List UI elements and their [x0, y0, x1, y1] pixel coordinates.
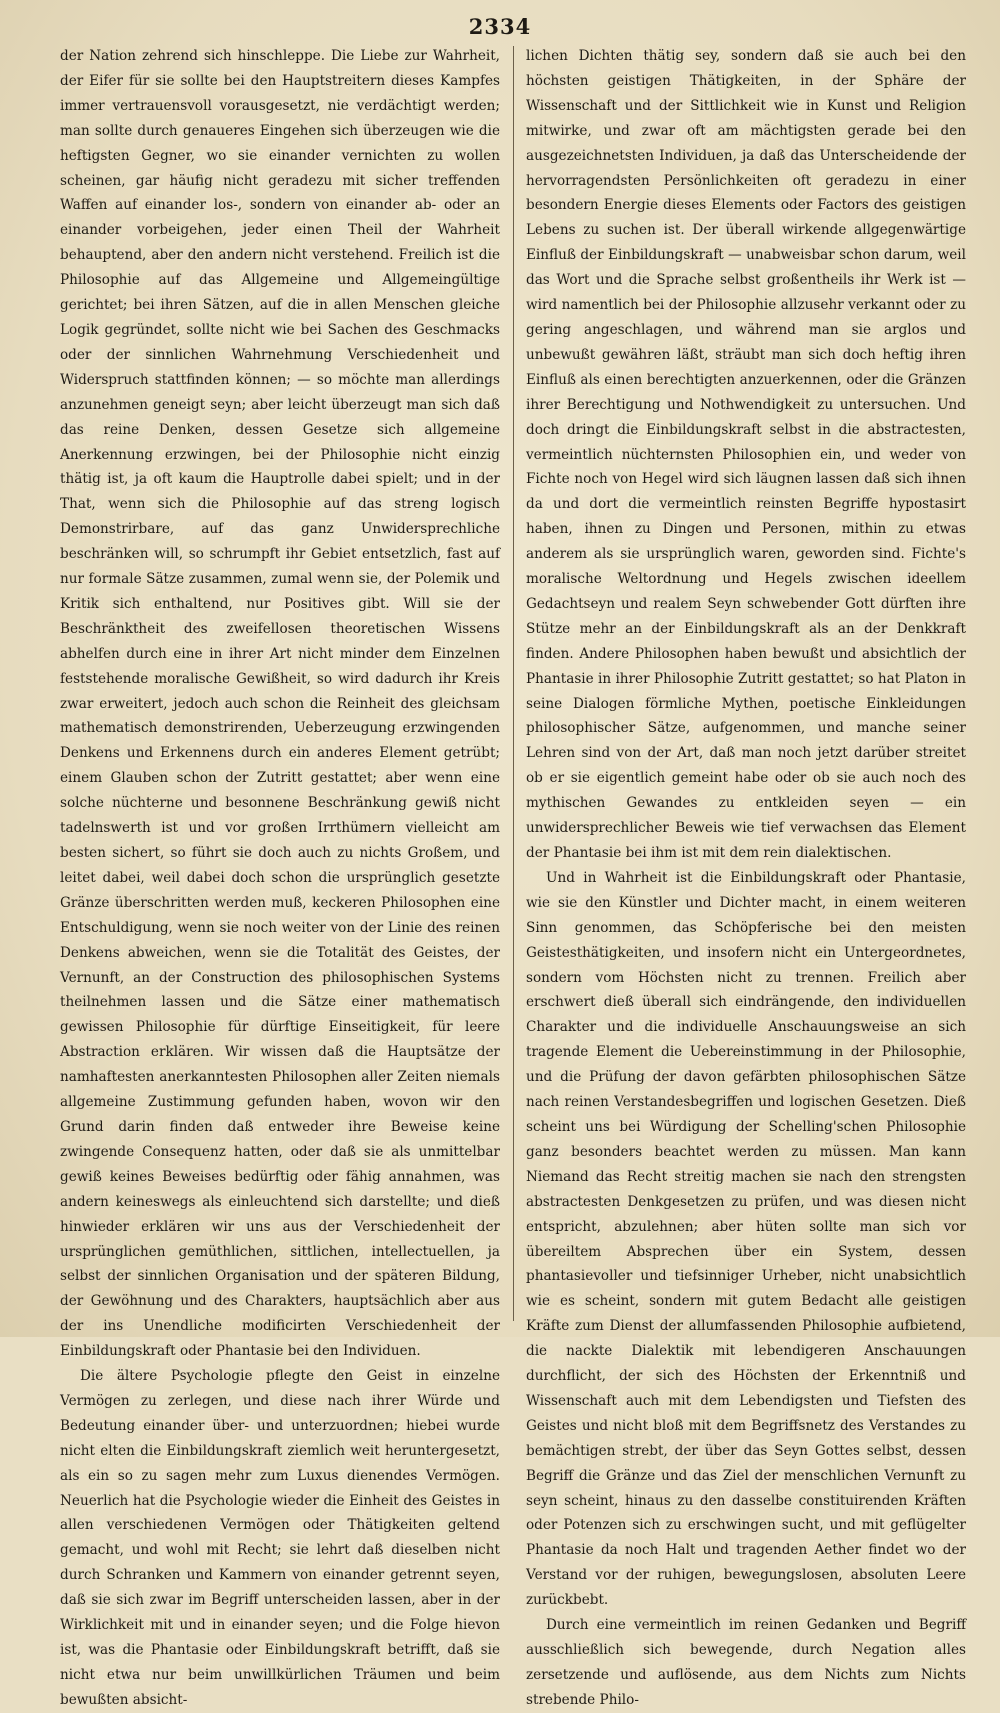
paragraph: Durch eine vermeintlich im reinen Gedanken und Begriff ausschließlich sich bewegende, durch Negation alles zersetzende und auflösende, aus dem Nichts zum Nichts strebende Philo-	[526, 1617, 966, 1708]
column-divider	[513, 46, 514, 1321]
paragraph: lichen Dichten thätig sey, sondern daß sie auch bei den höchsten geistigen Thätigkeiten, in der Sphäre der Wissenschaft und der Sittlichkeit wie in Kunst und Religion mitwirke, und zwar oft am mächtigsten gerade bei den ausgezeichnetsten Individuen, ja daß das Unterscheidende der hervorragendsten Persönlichkeiten oft geradezu in einer besondern Energie dieses Elements oder Factors des geistigen Lebens zu suchen ist. Der überall wirkende allgegenwärtige Einfluß der Einbildungskraft — unabweisbar schon darum, weil das Wort und die Sprache selbst großentheils ihr Werk ist — wird namentlich bei der Philosophie allzusehr verkannt oder zu gering angeschlagen, und während man sie arglos und unbewußt gewähren läßt, sträubt man sich doch heftig ihren Einfluß als einen berechtigten anzuerkennen, oder die Gränzen ihrer Berechtigung und Nothwendigkeit zu untersuchen. Und doch dringt die Einbildungskraft selbst in die abstractesten, vermeintlich nüchternsten Philosophien ein, und weder von Fichte noch von Hegel wird sich läugnen lassen daß sich ihnen da und dort die vermeintlich reinsten Begriffe hypostasirt haben, ihnen zu Dingen und Personen, mithin zu etwas anderem als sie ursprünglich waren, geworden sind. Fichte's moralische Weltordnung und Hegels zwischen ideellem Gedachtseyn und realem Seyn schwebender Gott dürften ihre Stütze mehr an der Einbildungskraft als an der Denkkraft finden. Andere Philosophen haben bewußt und absichtlich der Phantasie in ihrer Philosophie Zutritt gestattet; so hat Platon in seine Dialogen förmliche Mythen, poetische Einkleidungen philosophischer Sätze, aufgenommen, und manche seiner Lehren sind von der Art, daß man noch jetzt darüber streitet ob er sie eigentlich gemeint habe oder ob sie auch noch des mythischen Gewandes zu entkleiden seyen — ein unwidersprechlicher Beweis wie tief verwachsen das Element der Phantasie bei ihm ist mit dem rein dialektischen.	[526, 48, 966, 861]
right-column	[526, 44, 966, 1708]
paragraph: Die ältere Psychologie pflegte den Geist in einzelne Vermögen zu zerlegen, und diese nach ihrer Würde und Bedeutung einander über- und unterzuordnen; hiebei wurde nicht elten die Einbildungskraft ziemlich weit heruntergesetzt, als ein so zu sagen mehr zum Luxus dienendes Vermögen. Neuerlich hat die Psychologie wieder die Einheit des Geistes in allen verschiedenen Vermögen oder Thätigkeiten geltend gemacht, und wohl mit Recht; sie lehrt daß dieselben nicht durch Schranken und Kammern von einander getrennt seyen, daß sie sich zwar im Begriff unterscheiden lassen, aber in der Wirklichkeit mit und in einander seyen; und die Folge hievon ist, was die Phantasie oder Einbildungskraft betrifft, daß sie nicht etwa nur beim unwillkürlichen Träumen und beim bewußten absicht-	[60, 1368, 500, 1708]
left-column	[60, 44, 500, 1708]
paragraph: der Nation zehrend sich hinschleppe. Die Liebe zur Wahrheit, der Eifer für sie sollte bei den Hauptstreitern dieses Kampfes immer vertrauensvoll vorausgesetzt, nie verdächtigt werden; man sollte durch genaueres Eingehen sich überzeugen wie die heftigsten Gegner, wo sie einander vernichten zu wollen scheinen, gar häufig nicht geradezu mit sicher treffenden Waffen auf einander los-, sondern von einander ab- oder an einander vorbeigehen, jeder einen Theil der Wahrheit behauptend, aber den andern nicht verstehend. Freilich ist die Philosophie auf das Allgemeine und Allgemeingültige gerichtet; bei ihren Sätzen, auf die in allen Menschen gleiche Logik gegründet, sollte nicht wie bei Sachen des Geschmacks oder der sinnlichen Wahrnehmung Verschiedenheit und Widerspruch stattfinden können; — so möchte man allerdings anzunehmen geneigt seyn; aber leicht überzeugt man sich daß das reine Denken, dessen Gesetze sich allgemeine Anerkennung erzwingen, bei der Philosophie nicht einzig thätig ist, ja oft kaum die Hauptrolle dabei spielt; und in der That, wenn sich die Philosophie auf das streng logisch Demonstrirbare, auf das ganz Unwidersprechliche beschränken will, so schrumpft ihr Gebiet entsetzlich, fast auf nur formale Sätze zusammen, zumal wenn sie, der Polemik und Kritik sich enthaltend, nur Positives gibt. Will sie der Beschränktheit des zweifellosen theoretischen Wissens abhelfen durch eine in ihrer Art nicht minder dem Einzelnen feststehende moralische Gewißheit, so wird dadurch ihr Kreis zwar erweitert, jedoch auch schon die Reinheit des gleichsam mathematisch demonstrirenden, Ueberzeugung erzwingenden Denkens und Erkennens durch ein anderes Element getrübt; einem Glauben schon der Zutritt gestattet; aber wenn eine solche nüchterne und besonnene Beschränkung gewiß nicht tadelnswerth ist und vor großen Irrthümern vielleicht am besten sichert, so führt sie doch auch zu nichts Großem, und leitet dabei, weil dabei doch schon die ursprünglich gesetzte Gränze überschritten werden muß, keckeren Philosophen eine Entschuldigung, wenn sie noch weiter von der Linie des reinen Denkens abweichen, wenn sie die Totalität des Geistes, der Vernunft, an der Construction des philosophischen Systems theilnehmen lassen und die Sätze einer mathematisch gewissen Philosophie für dürftige Einseitigkeit, für leere Abstraction erklären. Wir wissen daß die Hauptsätze der namhaftesten anerkanntesten Philosophen aller Zeiten niemals allgemeine Zustimmung gefunden haben, wovon wir den Grund darin finden daß entweder ihre Beweise keine zwingende Consequenz hatten, oder daß sie als unmittelbar gewiß keines Beweises bedürftig oder fähig annahmen, was andern keineswegs als einleuchtend sich darstellte; und dieß hinwieder erklären wir uns aus der Verschiedenheit der ursprünglichen gemüthlichen, sittlichen, intellectuellen, ja selbst der sinnlichen Organisation und der späteren Bildung, der Gewöhnung und des Charakters, hauptsächlich aber aus der ins Unendliche modificirten Verschiedenheit der Einbildungskraft oder Phantasie bei den Individuen.	[60, 48, 500, 1360]
paragraph: Und in Wahrheit ist die Einbildungskraft oder Phantasie, wie sie den Künstler und Dichter macht, in einem weiteren Sinn genommen, das Schöpferische bei den meisten Geistesthätigkeiten, und insofern nicht ein Untergeordnetes, sondern vom Höchsten nicht zu trennen. Freilich aber erschwert dieß überall sich eindrängende, den individuellen Charakter und die individuelle Anschauungsweise an sich tragende Element die Uebereinstimmung in der Philosophie, und die Prüfung der davon gefärbten philosophischen Sätze nach reinen Verstandesbegriffen und logischen Gesetzen. Dieß scheint uns bei Würdigung der Schelling'schen Philosophie ganz besonders beachtet werden zu müssen. Man kann Niemand das Recht streitig machen sie nach den strengsten abstractesten Denkgesetzen zu prüfen, und was diesen nicht entspricht, abzulehnen; aber hüten sollte man sich vor übereiltem Absprechen über ein System, dessen phantasievoller und tiefsinniger Urheber, nicht unabsichtlich wie es scheint, sondern mit gutem Bedacht alle geistigen Kräfte zum Dienst der allumfassenden Philosophie aufbietend, die nackte Dialektik mit lebendigeren Anschauungen durchflicht, der sich des Höchsten der Erkenntniß und Wissenschaft auch mit dem Lebendigsten und Tiefsten des Geistes und nicht bloß mit dem Begriffsnetz des Verstandes zu bemächtigen strebt, der über das Seyn Gottes selbst, dessen Begriff die Gränze und das Ziel der menschlichen Vernunft zu seyn scheint, hinaus zu den dasselbe constituirenden Kräften oder Potenzen sich zu erschwingen sucht, und mit geflügelter Phantasie da noch Halt und tragenden Aether findet wo der Verstand vor der ruhigen, bewegungslosen, absoluten Leere zurückbebt.	[526, 869, 966, 1609]
page-number: 2334	[468, 14, 532, 39]
